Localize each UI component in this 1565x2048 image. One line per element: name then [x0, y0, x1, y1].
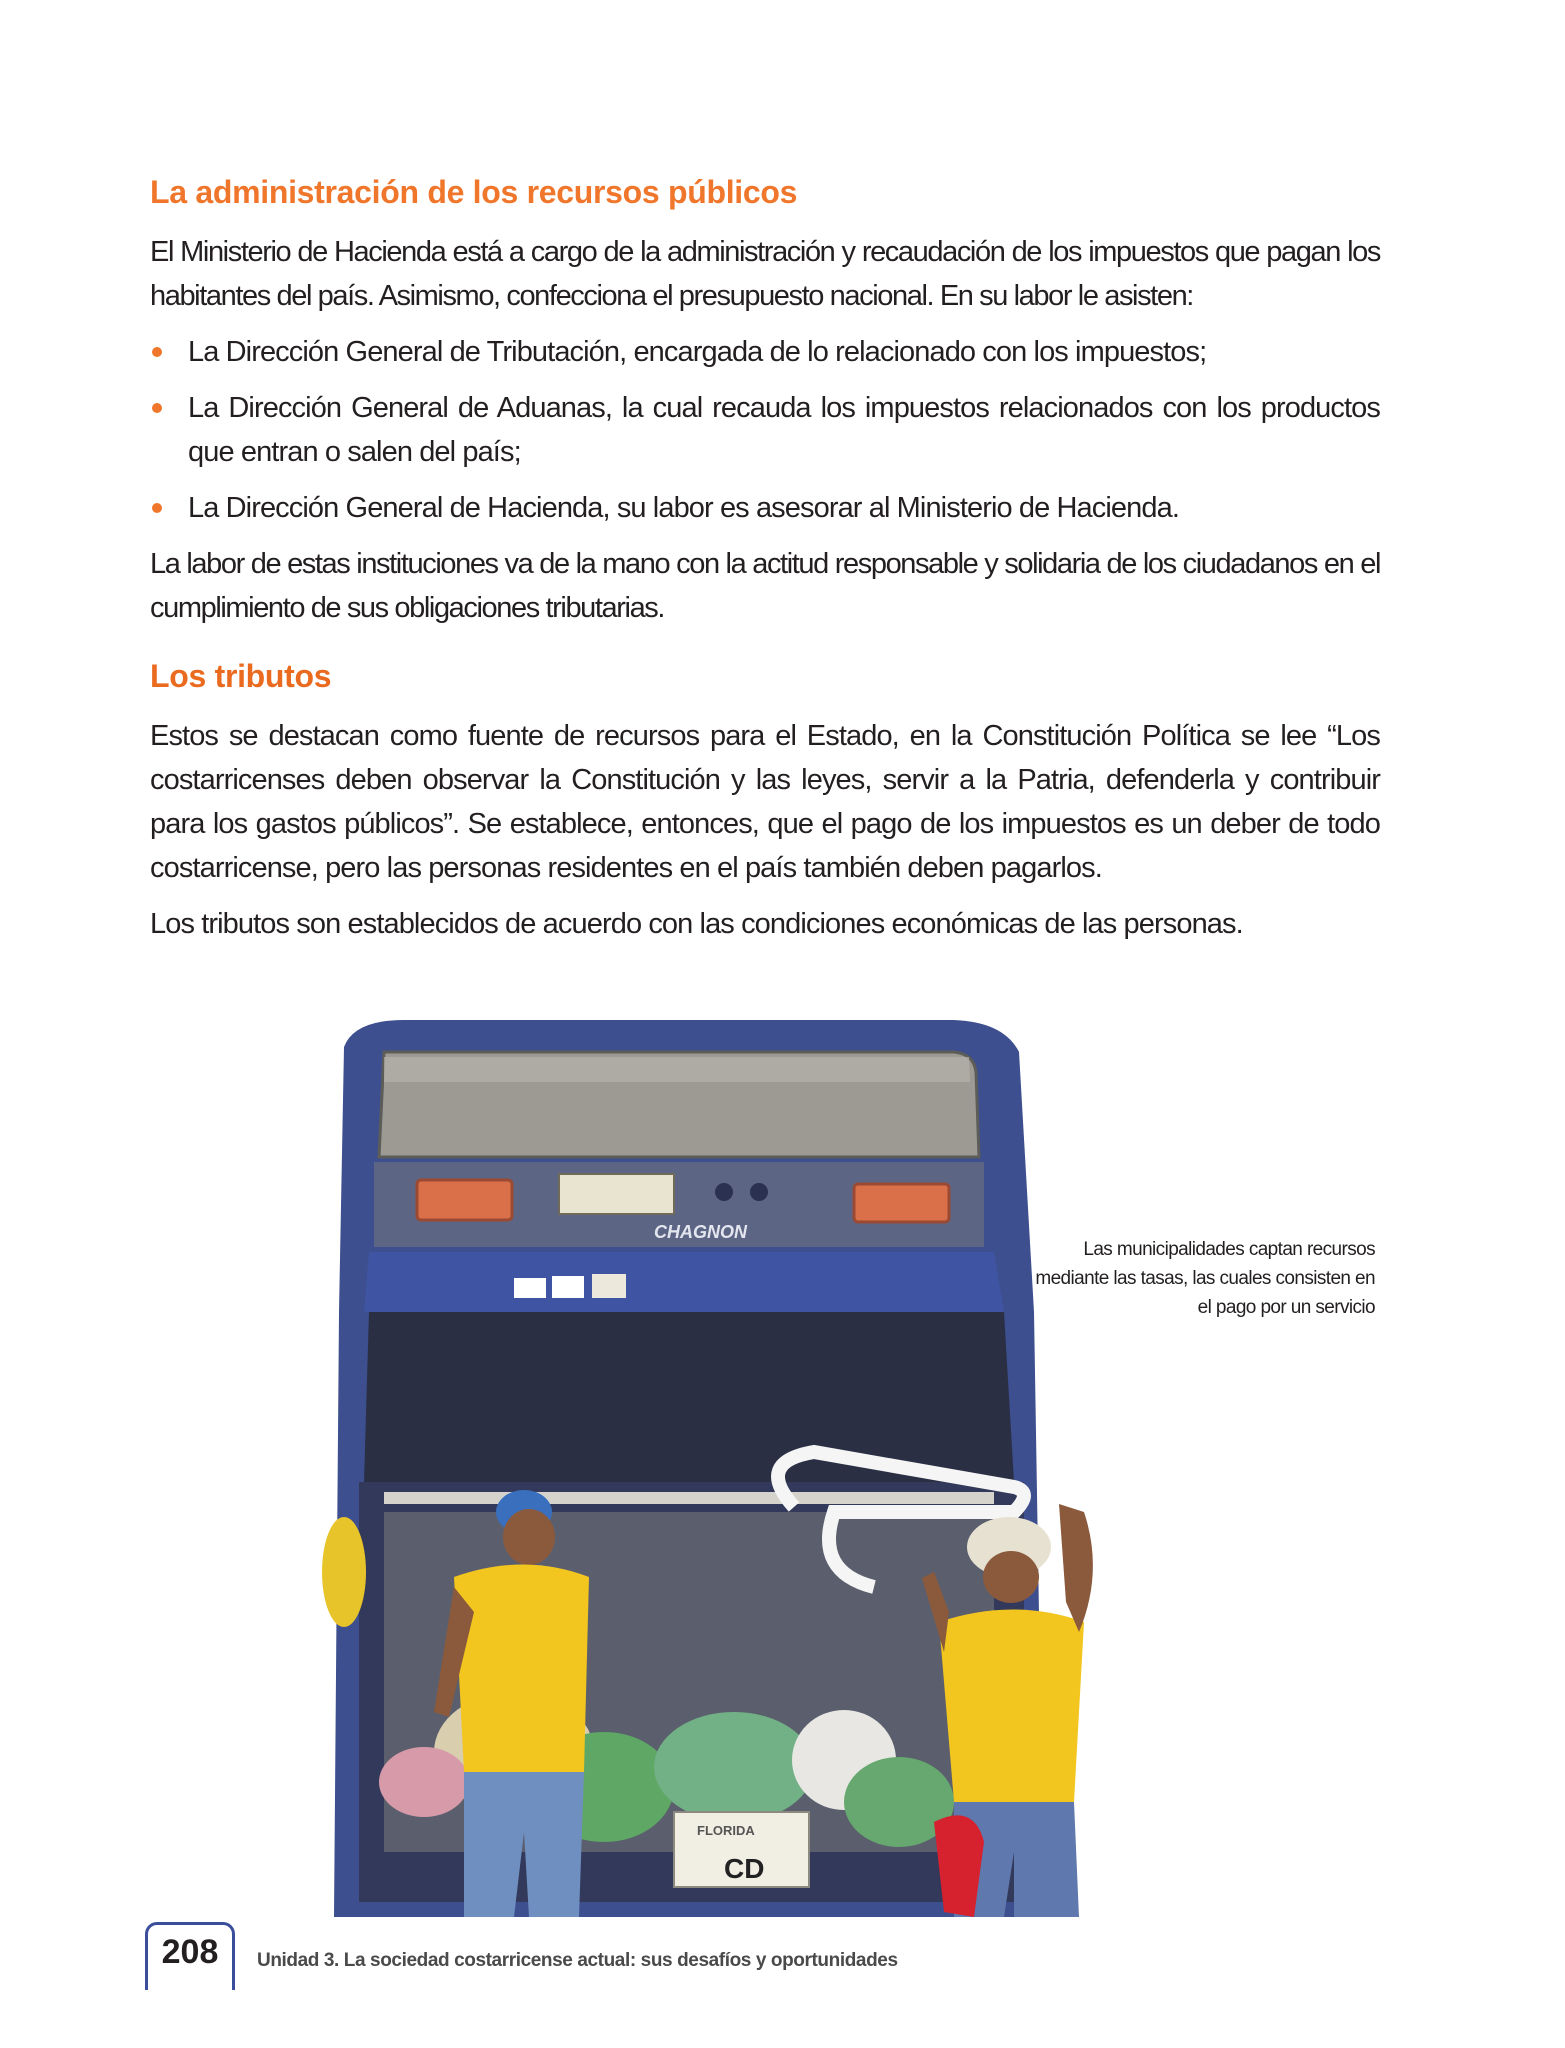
list-item: La Dirección General de Aduanas, la cual recauda los impuestos relacionados con los productos que entran o salen del país;	[150, 386, 1380, 474]
section-heading-recursos-publicos: La administración de los recursos públicos	[150, 174, 798, 210]
page-number: 208	[161, 1933, 219, 1971]
tributos-paragraph-2: Los tributos son establecidos de acuerdo con las condiciones económicas de las personas.	[150, 908, 1243, 940]
institutions-list	[150, 330, 1380, 530]
text-content	[150, 172, 1380, 958]
box-label: CD	[724, 1853, 765, 1884]
bullet-icon	[152, 503, 162, 513]
truck-brand-text: CHAGNON	[654, 1222, 747, 1242]
page-number-box	[145, 1922, 235, 1990]
bullet-icon	[152, 347, 162, 357]
unit-title: Unidad 3. La sociedad costarricense actual: sus desafíos y oportunidades	[257, 1950, 898, 1971]
list-item: La Dirección General de Tributación, encargada de lo relacionado con los impuestos;	[150, 330, 1380, 374]
closing-paragraph: La labor de estas instituciones va de la mano con la actitud responsable y solidaria de los ciudadanos en el cumplimiento de sus obligaciones tributarias.	[150, 548, 1380, 624]
photo-caption: Las municipalidades captan recursos mediante las tasas, las cuales consisten en el pago por un servicio	[1035, 1239, 1375, 1318]
tributos-paragraph: Estos se destacan como fuente de recursos para el Estado, en la Constitución Política se lee “Los costarricenses deben observar la Constitución y las leyes, servir a la Patria, defenderla y contribuir para los gastos públicos”. Se establece, entonces, que el pago de los impuestos es un deber de todo costarricense, pero las personas residentes en el país también deben pagarlos.	[150, 720, 1380, 884]
intro-paragraph: El Ministerio de Hacienda está a cargo de la administración y recaudación de los impuestos que pagan los habitantes del país. Asimismo, confecciona el presupuesto nacional. En su labor le asisten:	[150, 236, 1380, 312]
license-plate	[559, 1174, 674, 1214]
page-footer	[0, 1918, 1565, 2048]
left-tail-light	[417, 1180, 512, 1220]
section-heading-tributos: Los tributos	[150, 658, 332, 694]
right-tail-light	[854, 1184, 949, 1222]
bullet-icon	[152, 403, 162, 413]
garbage-bag	[654, 1712, 814, 1822]
list-item: La Dirección General de Hacienda, su labor es asesorar al Ministerio de Hacienda.	[150, 486, 1380, 530]
svg-text:FLORIDA: FLORIDA	[697, 1823, 755, 1838]
garbage-truck-photo	[314, 1012, 1094, 1927]
